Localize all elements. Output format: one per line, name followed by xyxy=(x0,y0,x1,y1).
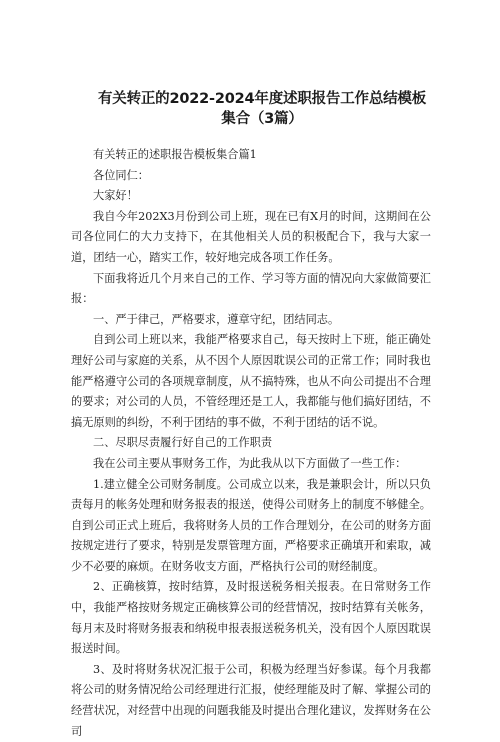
section-heading: 有关转正的述职报告模板集合篇1 xyxy=(93,148,257,161)
document-body xyxy=(71,145,431,742)
paragraph: 自到公司上班以来，我能严格要求自己，每天按时上下班，能正确处理好公司与家庭的关系，从不因个人原因耽误公司的正常工作；同时我也能严格遵守公司的各项规章制度，从不搞特殊，也从不向公司提出不合理的要求；对公司的人员，不管经理还是工人，我都能与他们搞好团结，不搞无原则的纠纷，不利于团结的事不做，不利于团结的话不说。 xyxy=(71,333,431,429)
document-title: 有关转正的2022-2024年度述职报告工作总结模板集合（3篇） xyxy=(97,91,427,127)
paragraph: 下面我将近几个月来自己的工作、学习等方面的情况向大家做简要汇报： xyxy=(71,271,431,306)
salutation: 各位同仁： xyxy=(93,168,149,182)
paragraph: 3、及时将财务状况汇报于公司，积极为经理当好参谋。每个月我都将公司的财务情况给公司经理进行汇报，使经理能及时了解、掌握公司的经营状况，对经营中出现的问题我能及时提出合理化建议，发挥财务在公司 xyxy=(71,662,431,738)
paragraph: 2、正确核算，按时结算，及时报送税务相关报表。在日常财务工作中，我能严格按财务规定正确核算公司的经营情况，按时结算有关帐务，每月末及时将财务报表和纳税申报表报送税务机关，没有因个人原因耽误报送时间。 xyxy=(71,580,431,656)
greeting: 大家好！ xyxy=(93,189,138,203)
subheading: 一、严于律己，严格要求，遵章守纪，团结同志。 xyxy=(93,312,340,326)
paragraph: 我在公司主要从事财务工作，为此我从以下方面做了一些工作： xyxy=(93,456,407,470)
paragraph: 我自今年202X3月份到公司上班，现在已有X月的时间，这期间在公司各位同仁的大力支持下，在其他相关人员的积极配合下，我与大家一道，团结一心，踏实工作，较好地完成各项工作任务。 xyxy=(71,209,431,264)
paragraph: 1.建立健全公司财务制度。公司成立以来，我是兼职会计，所以只负责每月的帐务处理和财务报表的报送，使得公司财务上的制度不够健全。自到公司正式上班后，我将财务人员的工作合理划分，在公司的财务方面按规定进行了要求，特别是发票管理方面，严格要求正确填开和索取，减少不必要的麻烦。在财务收支方面，严格执行公司的财经制度。 xyxy=(71,477,431,573)
subheading: 二、尽职尽责履行好自己的工作职责 xyxy=(93,436,273,450)
